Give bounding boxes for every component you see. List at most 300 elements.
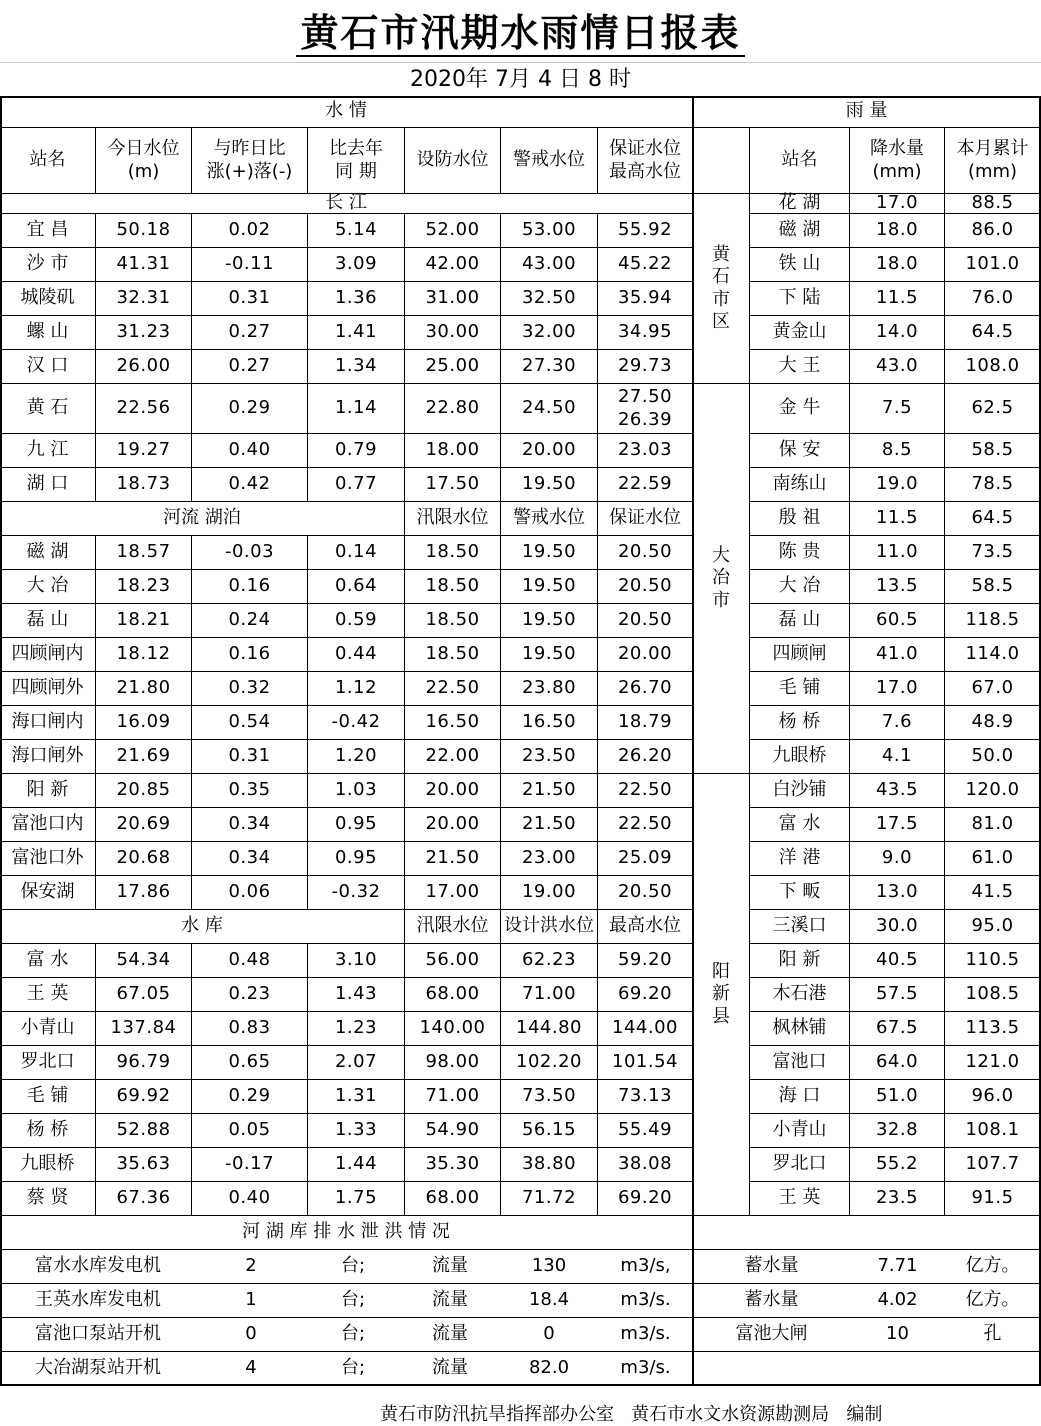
rain-station-name: 富池口 <box>750 1046 850 1080</box>
rain-value: 13.0 <box>850 876 945 910</box>
footer-office: 黄石市防汛抗旱指挥部办公室 <box>380 1404 614 1425</box>
drainage-flow-label: 流量 <box>400 1250 500 1284</box>
rain-value: 60.5 <box>850 604 945 638</box>
drainage-count: 0 <box>196 1318 306 1352</box>
water-value: 22.59 <box>598 468 693 502</box>
rain-value: 17.0 <box>850 194 945 214</box>
drainage-count: 4 <box>196 1352 306 1386</box>
water-value: 27.30 <box>501 350 598 384</box>
group-header-0: 汛限水位 <box>405 502 501 536</box>
water-value: -0.32 <box>308 876 405 910</box>
water-value: 19.50 <box>501 638 598 672</box>
water-value: 0.23 <box>192 978 308 1012</box>
water-value: 53.00 <box>501 214 598 248</box>
drainage-flow-unit: m3/s. <box>598 1352 693 1386</box>
rain-value: 113.5 <box>945 1012 1041 1046</box>
drainage-extra-label: 富池大闸 <box>693 1318 850 1352</box>
water-value: 20.68 <box>96 842 192 876</box>
drainage-extra-unit <box>945 1352 1041 1386</box>
water-value: 23.03 <box>598 434 693 468</box>
water-value: 0.65 <box>192 1046 308 1080</box>
water-value: 19.27 <box>96 434 192 468</box>
water-value: 20.00 <box>598 638 693 672</box>
rain-value: 19.0 <box>850 468 945 502</box>
water-value: 41.31 <box>96 248 192 282</box>
water-value: 0.48 <box>192 944 308 978</box>
water-station-name: 阳 新 <box>0 774 96 808</box>
water-station-name: 富池口外 <box>0 842 96 876</box>
rain-station-name: 大 王 <box>750 350 850 384</box>
rain-header-2: 本月累计 (mm) <box>945 128 1041 194</box>
water-value: 0.95 <box>308 842 405 876</box>
water-station-name: 毛 铺 <box>0 1080 96 1114</box>
water-value: 1.36 <box>308 282 405 316</box>
water-station-name: 蔡 贤 <box>0 1182 96 1216</box>
rain-station-name: 下 陆 <box>750 282 850 316</box>
water-value: 68.00 <box>405 978 501 1012</box>
rain-value: 81.0 <box>945 808 1041 842</box>
rain-value: 57.5 <box>850 978 945 1012</box>
rain-station-name: 阳 新 <box>750 944 850 978</box>
water-value: 19.50 <box>501 468 598 502</box>
water-value: 35.63 <box>96 1148 192 1182</box>
rain-station-name: 保 安 <box>750 434 850 468</box>
water-value: 43.00 <box>501 248 598 282</box>
water-value: 1.14 <box>308 384 405 434</box>
water-value: 20.50 <box>598 570 693 604</box>
water-value: 17.50 <box>405 468 501 502</box>
rain-value: 120.0 <box>945 774 1041 808</box>
rain-value: 23.5 <box>850 1182 945 1216</box>
water-header-4: 设防水位 <box>405 128 501 194</box>
water-value: 18.50 <box>405 536 501 570</box>
water-value: 23.50 <box>501 740 598 774</box>
water-value: 0.05 <box>192 1114 308 1148</box>
rain-value: 64.5 <box>945 316 1041 350</box>
rain-station-name: 杨 桥 <box>750 706 850 740</box>
water-value: 18.23 <box>96 570 192 604</box>
water-station-name: 湖 口 <box>0 468 96 502</box>
water-value: 27.50 26.39 <box>598 384 693 434</box>
rain-station-name: 三溪口 <box>750 910 850 944</box>
rain-station-name: 木石港 <box>750 978 850 1012</box>
water-value: 71.72 <box>501 1182 598 1216</box>
rain-value: 50.0 <box>945 740 1041 774</box>
water-value: 56.00 <box>405 944 501 978</box>
water-value: 23.00 <box>501 842 598 876</box>
drainage-unit: 台; <box>306 1318 400 1352</box>
water-value: 20.00 <box>501 434 598 468</box>
water-value: 0.40 <box>192 434 308 468</box>
water-header-1: 今日水位 (m) <box>96 128 192 194</box>
drainage-flow-label: 流量 <box>400 1318 500 1352</box>
drainage-extra-value: 4.02 <box>850 1284 945 1318</box>
rain-station-name: 罗北口 <box>750 1148 850 1182</box>
water-value: 0.16 <box>192 570 308 604</box>
water-value: 54.34 <box>96 944 192 978</box>
water-value: 35.30 <box>405 1148 501 1182</box>
water-value: 1.75 <box>308 1182 405 1216</box>
water-value: 22.50 <box>405 672 501 706</box>
water-value: 22.00 <box>405 740 501 774</box>
report-footer <box>380 1404 1041 1426</box>
section-divider <box>692 96 694 1250</box>
water-value: 25.00 <box>405 350 501 384</box>
rain-value: 58.5 <box>945 570 1041 604</box>
water-value: 0.83 <box>192 1012 308 1046</box>
rain-station-name: 海 口 <box>750 1080 850 1114</box>
drainage-flow: 130 <box>500 1250 598 1284</box>
rain-value: 41.0 <box>850 638 945 672</box>
drainage-flow-label: 流量 <box>400 1352 500 1386</box>
water-value: 1.34 <box>308 350 405 384</box>
water-value: 18.00 <box>405 434 501 468</box>
rain-station-name: 毛 铺 <box>750 672 850 706</box>
rain-header-1: 降水量 (mm) <box>850 128 945 194</box>
water-station-name: 四顾闸内 <box>0 638 96 672</box>
water-header-0: 站名 <box>0 128 96 194</box>
rain-value: 108.1 <box>945 1114 1041 1148</box>
group-header-1: 设计洪水位 <box>501 910 598 944</box>
water-station-name: 磁 湖 <box>0 536 96 570</box>
water-station-name: 城陵矶 <box>0 282 96 316</box>
rain-value: 18.0 <box>850 248 945 282</box>
rain-station-name: 四顾闸 <box>750 638 850 672</box>
rain-station-name: 下 畈 <box>750 876 850 910</box>
rain-value: 7.6 <box>850 706 945 740</box>
rain-value: 107.7 <box>945 1148 1041 1182</box>
water-value: 0.16 <box>192 638 308 672</box>
rain-station-name: 大 冶 <box>750 570 850 604</box>
water-value: 38.80 <box>501 1148 598 1182</box>
water-value: 54.90 <box>405 1114 501 1148</box>
rain-value: 58.5 <box>945 434 1041 468</box>
drainage-unit: 台; <box>306 1250 400 1284</box>
water-value: 20.50 <box>598 536 693 570</box>
water-value: 18.12 <box>96 638 192 672</box>
water-value: 102.20 <box>501 1046 598 1080</box>
water-value: 0.27 <box>192 350 308 384</box>
water-value: 26.20 <box>598 740 693 774</box>
rain-value: 11.0 <box>850 536 945 570</box>
rain-station-name: 九眼桥 <box>750 740 850 774</box>
water-value: 25.09 <box>598 842 693 876</box>
water-value: 19.50 <box>501 604 598 638</box>
rain-value: 88.5 <box>945 194 1041 214</box>
water-value: 69.20 <box>598 978 693 1012</box>
water-station-name: 罗北口 <box>0 1046 96 1080</box>
water-value: 19.50 <box>501 536 598 570</box>
water-station-name: 宜 昌 <box>0 214 96 248</box>
rain-value: 8.5 <box>850 434 945 468</box>
water-station-name: 螺 山 <box>0 316 96 350</box>
water-value: 69.92 <box>96 1080 192 1114</box>
rain-station-name: 黄金山 <box>750 316 850 350</box>
water-value: 0.64 <box>308 570 405 604</box>
water-value: 73.13 <box>598 1080 693 1114</box>
water-station-name: 小青山 <box>0 1012 96 1046</box>
rain-value: 48.9 <box>945 706 1041 740</box>
footer-compiled: 编制 <box>846 1404 883 1425</box>
water-value: 62.23 <box>501 944 598 978</box>
rain-value: 110.5 <box>945 944 1041 978</box>
drainage-name: 大冶湖泵站开机 <box>0 1352 196 1386</box>
drainage-flow-unit: m3/s. <box>598 1318 693 1352</box>
rain-value: 40.5 <box>850 944 945 978</box>
drainage-name: 王英水库发电机 <box>0 1284 196 1318</box>
water-value: 1.41 <box>308 316 405 350</box>
water-value: 31.23 <box>96 316 192 350</box>
water-value: 1.33 <box>308 1114 405 1148</box>
rain-value: 30.0 <box>850 910 945 944</box>
rain-station-name: 金 牛 <box>750 384 850 434</box>
drainage-extra-label <box>693 1352 850 1386</box>
rain-value: 67.0 <box>945 672 1041 706</box>
water-station-name: 保安湖 <box>0 876 96 910</box>
rain-value: 17.0 <box>850 672 945 706</box>
water-value: 21.50 <box>501 808 598 842</box>
water-station-name: 王 英 <box>0 978 96 1012</box>
rain-station-name: 小青山 <box>750 1114 850 1148</box>
water-value: 1.03 <box>308 774 405 808</box>
water-value: 21.50 <box>405 842 501 876</box>
water-value: 0.42 <box>192 468 308 502</box>
water-value: 34.95 <box>598 316 693 350</box>
water-header-5: 警戒水位 <box>501 128 598 194</box>
water-header-3: 比去年 同 期 <box>308 128 405 194</box>
rain-value: 121.0 <box>945 1046 1041 1080</box>
water-value: 59.20 <box>598 944 693 978</box>
water-station-name: 海口闸外 <box>0 740 96 774</box>
water-value: 22.56 <box>96 384 192 434</box>
group-header-0: 汛限水位 <box>405 910 501 944</box>
water-value: 0.79 <box>308 434 405 468</box>
water-value: 0.34 <box>192 842 308 876</box>
rain-value: 114.0 <box>945 638 1041 672</box>
water-value: 1.43 <box>308 978 405 1012</box>
report-title <box>0 0 1041 62</box>
rain-region-header <box>693 128 750 194</box>
drainage-unit: 台; <box>306 1284 400 1318</box>
rain-value: 61.0 <box>945 842 1041 876</box>
rain-station-name: 磁 湖 <box>750 214 850 248</box>
water-value: 144.80 <box>501 1012 598 1046</box>
group-header-2: 最高水位 <box>598 910 693 944</box>
water-value: 67.36 <box>96 1182 192 1216</box>
water-station-name: 富 水 <box>0 944 96 978</box>
water-value: 45.22 <box>598 248 693 282</box>
water-value: 21.50 <box>501 774 598 808</box>
water-value: 1.20 <box>308 740 405 774</box>
water-value: 22.80 <box>405 384 501 434</box>
water-value: 0.31 <box>192 282 308 316</box>
water-value: 0.34 <box>192 808 308 842</box>
water-value: 0.54 <box>192 706 308 740</box>
report-date: 2020年 7月 4 日 8 时 <box>410 67 631 92</box>
water-value: 0.40 <box>192 1182 308 1216</box>
drainage-flow-label: 流量 <box>400 1284 500 1318</box>
rain-value: 7.5 <box>850 384 945 434</box>
rain-value: 18.0 <box>850 214 945 248</box>
rain-value: 43.5 <box>850 774 945 808</box>
water-value: 19.00 <box>501 876 598 910</box>
group-header-1: 警戒水位 <box>501 502 598 536</box>
water-value: 0.95 <box>308 808 405 842</box>
rain-region-name: 阳 新 县 <box>693 774 750 1216</box>
water-value: 16.50 <box>405 706 501 740</box>
drainage-flow-unit: m3/s, <box>598 1250 693 1284</box>
rain-header-0: 站名 <box>750 128 850 194</box>
rain-value: 43.0 <box>850 350 945 384</box>
water-value: 22.50 <box>598 774 693 808</box>
drainage-extra-label: 蓄水量 <box>693 1284 850 1318</box>
drainage-flow: 0 <box>500 1318 598 1352</box>
rain-value: 51.0 <box>850 1080 945 1114</box>
water-value: 101.54 <box>598 1046 693 1080</box>
water-value: 30.00 <box>405 316 501 350</box>
rain-station-name: 白沙铺 <box>750 774 850 808</box>
rain-value: 62.5 <box>945 384 1041 434</box>
water-value: 68.00 <box>405 1182 501 1216</box>
drainage-unit: 台; <box>306 1352 400 1386</box>
water-value: 20.50 <box>598 876 693 910</box>
water-value: 23.80 <box>501 672 598 706</box>
group-label: 水 库 <box>0 910 405 944</box>
water-value: 16.50 <box>501 706 598 740</box>
water-value: 18.57 <box>96 536 192 570</box>
water-value: 96.79 <box>96 1046 192 1080</box>
water-station-name: 大 冶 <box>0 570 96 604</box>
water-value: 0.77 <box>308 468 405 502</box>
drainage-flow-unit: m3/s. <box>598 1284 693 1318</box>
water-value: 0.29 <box>192 384 308 434</box>
water-value: 32.31 <box>96 282 192 316</box>
rain-station-name: 王 英 <box>750 1182 850 1216</box>
water-value: 1.23 <box>308 1012 405 1046</box>
rain-station-name: 富 水 <box>750 808 850 842</box>
drainage-section-label: 河 湖 库 排 水 泄 洪 情 况 <box>0 1216 693 1250</box>
rain-station-name: 花 湖 <box>750 194 850 214</box>
drainage-extra-unit: 亿方。 <box>945 1284 1041 1318</box>
water-value: 1.31 <box>308 1080 405 1114</box>
water-value: 22.50 <box>598 808 693 842</box>
water-value: 38.08 <box>598 1148 693 1182</box>
rain-value: 14.0 <box>850 316 945 350</box>
rain-value: 86.0 <box>945 214 1041 248</box>
water-value: 52.00 <box>405 214 501 248</box>
water-value: 5.14 <box>308 214 405 248</box>
water-value: 26.00 <box>96 350 192 384</box>
water-value: 0.35 <box>192 774 308 808</box>
water-value: 0.27 <box>192 316 308 350</box>
water-value: 17.00 <box>405 876 501 910</box>
rain-section-label: 雨 量 <box>693 96 1041 128</box>
water-value: 55.49 <box>598 1114 693 1148</box>
rain-value: 91.5 <box>945 1182 1041 1216</box>
water-section-label: 水 情 <box>0 96 693 128</box>
water-value: 0.32 <box>192 672 308 706</box>
water-value: 21.80 <box>96 672 192 706</box>
rain-value: 11.5 <box>850 282 945 316</box>
water-value: 1.12 <box>308 672 405 706</box>
rain-value: 13.5 <box>850 570 945 604</box>
rain-station-name: 枫林铺 <box>750 1012 850 1046</box>
title-divider <box>0 62 1041 63</box>
water-value: 0.44 <box>308 638 405 672</box>
drainage-divider <box>692 1250 694 1386</box>
drainage-name: 富池口泵站开机 <box>0 1318 196 1352</box>
rain-value: 108.5 <box>945 978 1041 1012</box>
water-value: 31.00 <box>405 282 501 316</box>
water-station-name: 九眼桥 <box>0 1148 96 1182</box>
water-value: 55.92 <box>598 214 693 248</box>
water-value: 0.14 <box>308 536 405 570</box>
drainage-count: 2 <box>196 1250 306 1284</box>
rain-station-name: 殷 祖 <box>750 502 850 536</box>
water-value: 73.50 <box>501 1080 598 1114</box>
drainage-extra-value: 10 <box>850 1318 945 1352</box>
group-header-2: 保证水位 <box>598 502 693 536</box>
drainage-count: 1 <box>196 1284 306 1318</box>
water-value: 0.59 <box>308 604 405 638</box>
rain-value: 32.8 <box>850 1114 945 1148</box>
drainage-extra-value: 7.71 <box>850 1250 945 1284</box>
water-station-name: 四顾闸外 <box>0 672 96 706</box>
water-value: 17.86 <box>96 876 192 910</box>
group-label: 河流 湖泊 <box>0 502 405 536</box>
water-value: 24.50 <box>501 384 598 434</box>
water-value: 0.31 <box>192 740 308 774</box>
water-value: -0.11 <box>192 248 308 282</box>
water-station-name: 富池口内 <box>0 808 96 842</box>
water-value: -0.42 <box>308 706 405 740</box>
water-value: 42.00 <box>405 248 501 282</box>
water-value: 21.69 <box>96 740 192 774</box>
water-value: 2.07 <box>308 1046 405 1080</box>
water-value: 20.50 <box>598 604 693 638</box>
water-value: 52.88 <box>96 1114 192 1148</box>
report-title-text: 黄石市汛期水雨情日报表 <box>296 10 744 57</box>
water-value: 98.00 <box>405 1046 501 1080</box>
rain-station-name: 陈 贵 <box>750 536 850 570</box>
water-value: 35.94 <box>598 282 693 316</box>
water-station-name: 汉 口 <box>0 350 96 384</box>
rain-value: 9.0 <box>850 842 945 876</box>
water-value: 137.84 <box>96 1012 192 1046</box>
water-value: 32.00 <box>501 316 598 350</box>
water-value: 3.10 <box>308 944 405 978</box>
water-station-name: 海口闸内 <box>0 706 96 740</box>
water-header-2: 与昨日比 涨(+)落(-) <box>192 128 308 194</box>
water-value: 0.24 <box>192 604 308 638</box>
rain-value: 41.5 <box>945 876 1041 910</box>
water-value: 29.73 <box>598 350 693 384</box>
water-value: 20.69 <box>96 808 192 842</box>
rain-value: 64.5 <box>945 502 1041 536</box>
water-value: 69.20 <box>598 1182 693 1216</box>
rain-value: 96.0 <box>945 1080 1041 1114</box>
rain-value: 101.0 <box>945 248 1041 282</box>
water-station-name: 九 江 <box>0 434 96 468</box>
water-value: 20.00 <box>405 808 501 842</box>
water-value: 56.15 <box>501 1114 598 1148</box>
water-value: 50.18 <box>96 214 192 248</box>
water-value: 18.79 <box>598 706 693 740</box>
water-station-name: 沙 市 <box>0 248 96 282</box>
water-value: 0.29 <box>192 1080 308 1114</box>
water-value: -0.03 <box>192 536 308 570</box>
water-value: 71.00 <box>405 1080 501 1114</box>
